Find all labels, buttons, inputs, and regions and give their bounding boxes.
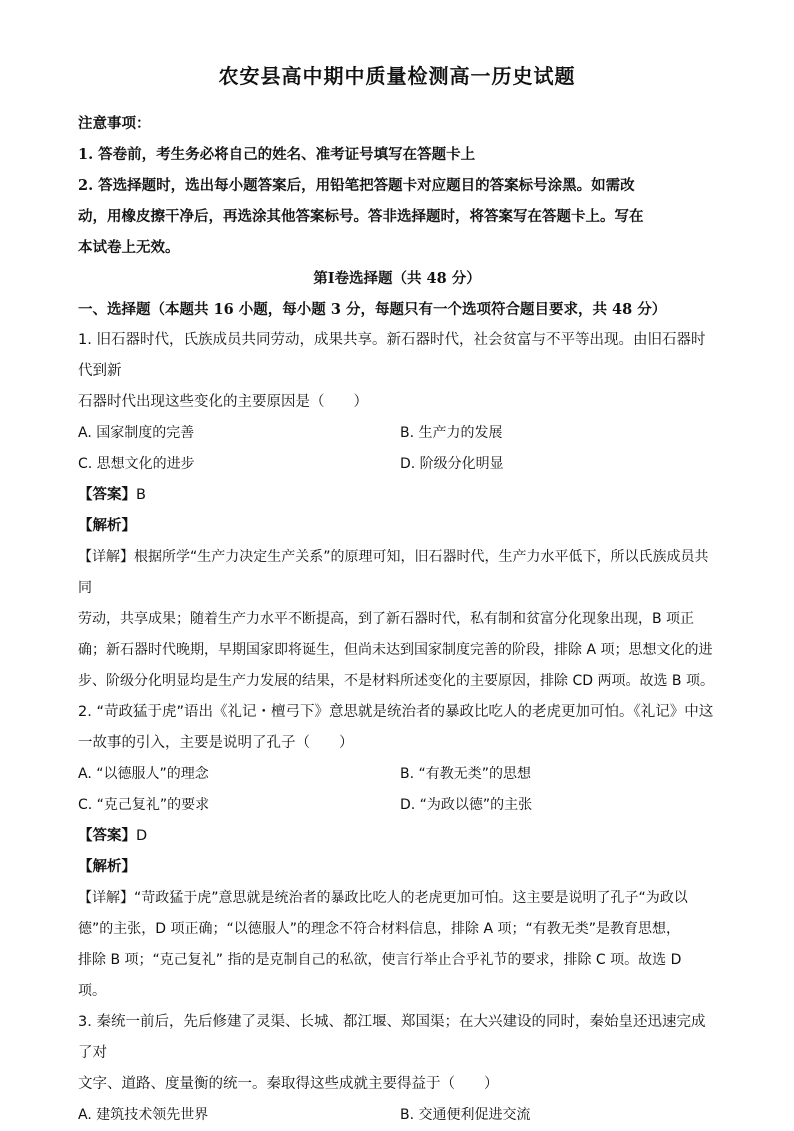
answer-label: 【答案】 (78, 487, 136, 503)
analysis-label: 【解析】 (78, 859, 136, 875)
exam-title: 农安县高中期中质量检测高一历史试题 (218, 64, 576, 88)
option-a: A. 建筑技术领先世界 (78, 1107, 209, 1123)
analysis-line (78, 852, 716, 883)
explanation (78, 542, 716, 697)
analysis-label: 【解析】 (78, 518, 136, 534)
explanation-line: 项。 (78, 983, 106, 999)
option-d: D. 阶级分化明显 (400, 456, 504, 472)
notice-block (78, 108, 716, 263)
question-stem: 文字、道路、度量衡的统一。秦取得这些成就主要得益于（ ） (78, 1076, 499, 1092)
option-b: B. “有教无类”的思想 (400, 766, 532, 782)
option-d: D. “为政以德”的主张 (400, 797, 533, 813)
notice-item: 动，用橡皮擦干净后，再选涂其他答案标号。答非选择题时，将答案写在答题卡上。写在 (78, 208, 644, 225)
option-b: B. 生产力的发展 (400, 425, 503, 441)
part-heading: 一、选择题（本题共 16 小题，每小题 3 分，每题只有一个选项符合题目要求，共 48 分） (78, 301, 667, 318)
explanation-line: 劳动，共享成果；随着生产力水平不断提高，到了新石器时代，私有制和贫富分化现象出现，B 项正 (78, 611, 695, 627)
options-grid (78, 1100, 716, 1131)
explanation (78, 883, 716, 1007)
answer-value: B (136, 487, 146, 503)
question-3 (78, 1007, 716, 1131)
question-stem: 2. “苛政猛于虎”语出《礼记・檀弓下》意思就是统治者的暴政比吃人的老虎更加可怕。《礼记》中这 (78, 704, 714, 720)
question-1 (78, 325, 716, 697)
answer-line (78, 480, 716, 511)
question-stem: 3. 秦统一前后，先后修建了灵渠、长城、都江堰、郑国渠；在大兴建设的同时，秦始皇还迅速完成了对 (78, 1014, 706, 1061)
question-stem: 1. 旧石器时代，氏族成员共同劳动，成果共享。新石器时代，社会贫富与不平等出现。由旧石器时代到新 (78, 332, 706, 379)
answer-line (78, 821, 716, 852)
option-b: B. 交通便利促进交流 (400, 1107, 531, 1123)
options-grid (78, 418, 716, 480)
option-a: A. “以德服人”的理念 (78, 766, 209, 782)
notice-item: 本试卷上无效。 (78, 239, 180, 256)
question-stem: 石器时代出现这些变化的主要原因是（ ） (78, 394, 368, 410)
option-a: A. 国家制度的完善 (78, 425, 195, 441)
section-title: 第Ⅰ卷选择题（共 48 分） (313, 270, 481, 287)
explanation-line: 【详解】根据所学“生产力决定生产关系”的原理可知，旧石器时代，生产力水平低下，所以氏族成员共同 (78, 549, 709, 596)
notice-heading: 注意事项： (78, 115, 151, 132)
analysis-line (78, 511, 716, 542)
explanation-line: 确；新石器时代晚期，早期国家即将诞生，但尚未达到国家制度完善的阶段，排除 A 项；思想文化的进 (78, 642, 713, 658)
explanation-line: 德”的主张，D 项正确；“以德服人”的理念不符合材料信息，排除 A 项；“有教无类”是教育思想， (78, 921, 680, 937)
answer-label: 【答案】 (78, 828, 136, 844)
question-stem: 一故事的引入，主要是说明了孔子（ ） (78, 735, 354, 751)
explanation-line: 排除 B 项；“克己复礼” 指的是克制自己的私欲，使言行举止合乎礼节的要求，排除 C 项。故选 D (78, 952, 682, 968)
option-c: C. “克己复礼”的要求 (78, 797, 210, 813)
answer-value: D (136, 828, 148, 844)
explanation-line: 【详解】“苛政猛于虎”意思就是统治者的暴政比吃人的老虎更加可怕。这主要是说明了孔子“为政以 (78, 890, 688, 906)
options-grid (78, 759, 716, 821)
notice-item: 1. 答卷前，考生务必将自己的姓名、准考证号填写在答题卡上 (78, 146, 476, 163)
option-c: C. 思想文化的进步 (78, 456, 195, 472)
notice-item: 2. 答选择题时，选出每小题答案后，用铅笔把答题卡对应题目的答案标号涂黑。如需改 (78, 177, 635, 194)
explanation-line: 步、阶级分化明显均是生产力发展的结果，不是材料所述变化的主要原因，排除 CD 两项。故选 B 项。 (78, 673, 714, 689)
question-2 (78, 697, 716, 1007)
